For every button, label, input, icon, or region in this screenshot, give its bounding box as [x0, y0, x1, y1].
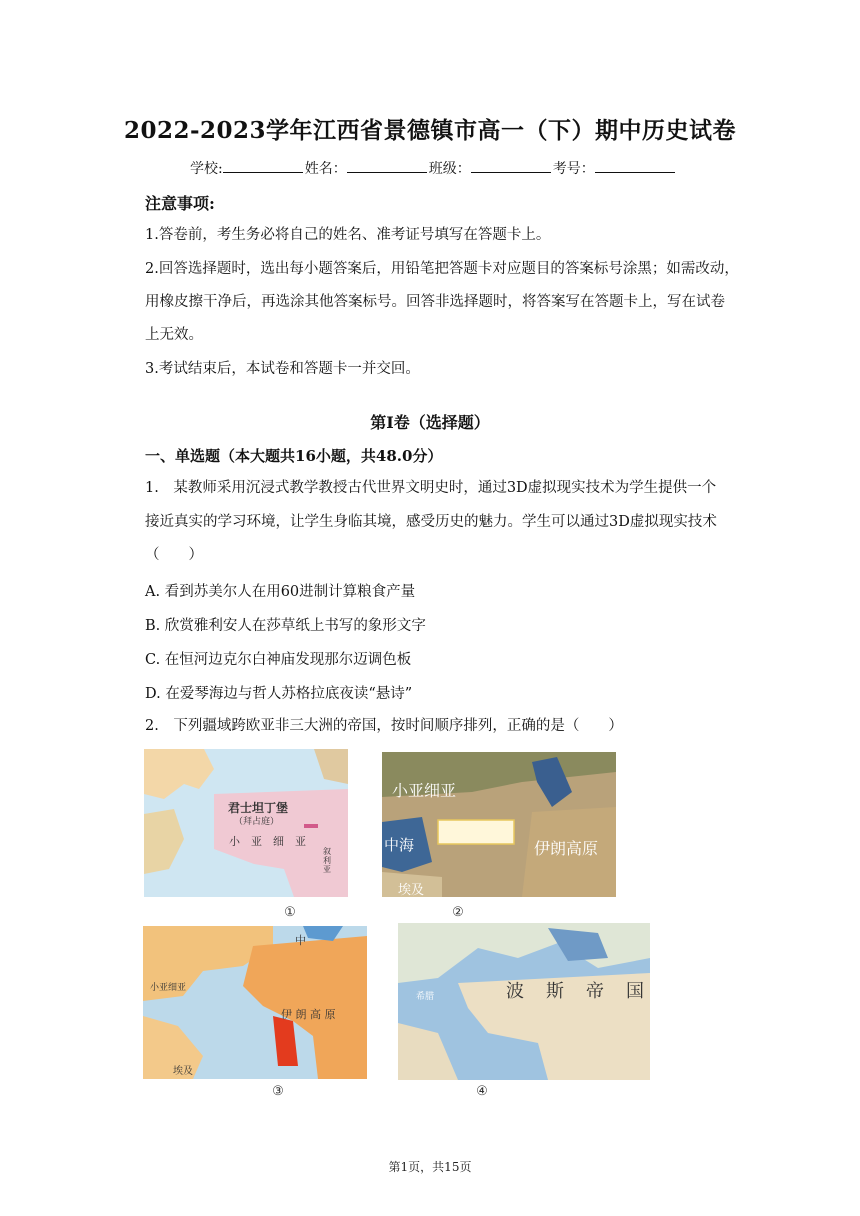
question-1-option-d[interactable]: D. 在爱琴海边与哲人苏格拉底夜读“悬诗”	[145, 686, 413, 702]
question-1-option-c[interactable]: C. 在恒河边克尔白神庙发现那尔迈调色板	[145, 652, 412, 668]
map-4-image	[398, 923, 650, 1080]
map-1-city-label: 君士坦丁堡	[228, 801, 289, 815]
school-label: 学校:	[190, 161, 223, 177]
map-2-asia-minor-label: 小亚细亚	[392, 781, 457, 800]
class-label: 班级：	[428, 161, 471, 177]
question-1-line-3: （ ）	[145, 547, 203, 563]
map-1-city-sub-label: （拜占庭）	[234, 817, 280, 827]
section-title: 第I卷（选择题）	[370, 413, 490, 432]
notice-item-3: 3.考试结束后，本试卷和答题卡一并交回。	[145, 361, 420, 377]
map-1-image	[144, 749, 348, 897]
notice-heading: 注意事项:	[145, 194, 215, 213]
student-info-line	[190, 158, 677, 178]
map-1-corner-label: 叙利亚	[323, 847, 331, 874]
map-1-region-label: 小 亚 细 亚	[229, 835, 306, 848]
notice-item-2-line-1: 2.回答选择题时，选出每小题答案后，用铅笔把答题卡对应题目的答案标号涂黑；如需改动，	[145, 261, 739, 277]
question-1-option-b[interactable]: B. 欣赏雅利安人在莎草纸上书写的象形文字	[145, 618, 426, 634]
map-3-asia-minor-label: 小亚细亚	[150, 983, 187, 993]
exam-number-blank	[595, 160, 675, 173]
map-2-egypt-label: 埃及	[398, 883, 425, 897]
page-footer: 第1页，共15页	[388, 1160, 472, 1174]
part-heading: 一、单选题（本大题共16小题，共48.0分）	[145, 447, 443, 465]
map-3-egypt-label: 埃及	[173, 1066, 193, 1077]
name-label: 姓名：	[304, 161, 347, 177]
notice-item-2-line-3: 上无效。	[145, 327, 203, 343]
map-3-caption: ③	[272, 1084, 284, 1099]
question-1-line-2: 接近真实的学习环境，让学生身临其境，感受历史的魅力。学生可以通过3D虚拟现实技术	[145, 514, 717, 530]
notice-item-2-line-2: 用橡皮擦干净后，再选涂其他答案标号。回答非选择题时，将答案写在答题卡上，写在试卷	[145, 294, 725, 310]
map-3-top-label: 中	[295, 934, 306, 947]
map-3-graphic	[143, 926, 367, 1079]
map-4-caption: ④	[476, 1084, 488, 1099]
map-3-image	[143, 926, 367, 1079]
map-2-graphic	[382, 752, 616, 897]
notice-item-1: 1.答卷前，考生务必将自己的姓名、准考证号填写在答题卡上。	[145, 227, 551, 243]
map-2-image	[382, 752, 616, 897]
question-1-line-1: 1. 某教师采用沉浸式教学教授古代世界文明史时，通过3D虚拟现实技术为学生提供一个	[145, 480, 717, 496]
map-2-caption: ②	[452, 905, 464, 920]
map-1-caption: ①	[284, 905, 296, 920]
exam-number-label: 考号：	[552, 161, 595, 177]
map-4-greece-label: 希腊	[416, 992, 435, 1002]
map-4-persia-label: 波 斯 帝 国	[506, 981, 646, 1002]
map-2-iran-label: 伊朗高原	[534, 839, 599, 858]
name-blank	[347, 160, 427, 173]
school-blank	[223, 160, 303, 173]
question-1-option-a[interactable]: A. 看到苏美尔人在用60进制计算粮食产量	[145, 584, 416, 600]
map-3-iran-label: 伊 朗 高 原	[281, 1008, 336, 1021]
class-blank	[471, 160, 551, 173]
exam-title: 2022-2023学年江西省景德镇市高一（下）期中历史试卷	[123, 117, 737, 144]
question-2-stem: 2. 下列疆域跨欧亚非三大洲的帝国，按时间顺序排列，正确的是（ ）	[145, 718, 623, 734]
map-2-sea-label: 中海	[384, 836, 415, 854]
